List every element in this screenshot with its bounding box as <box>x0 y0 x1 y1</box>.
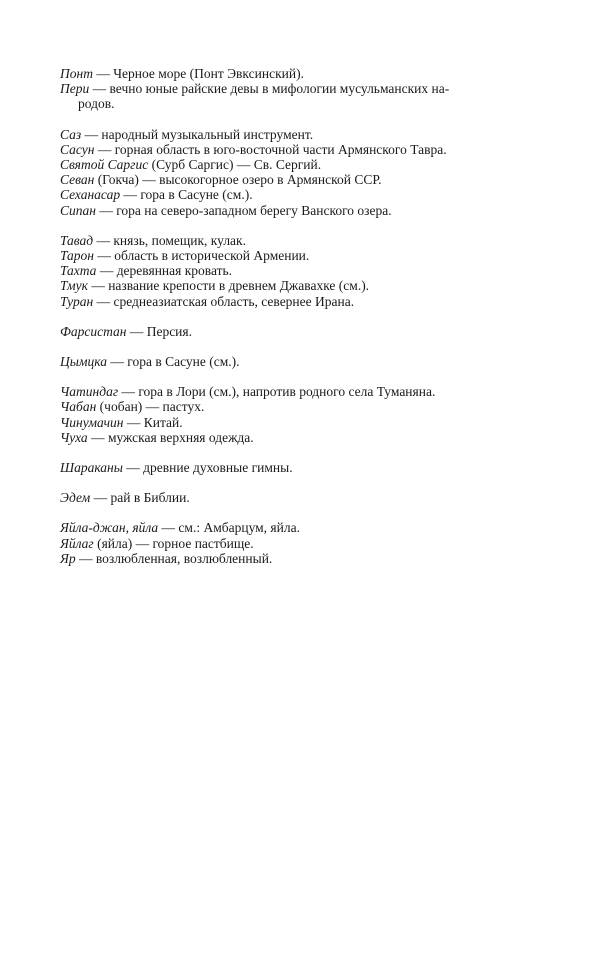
entry-term: Чатиндаг <box>60 384 119 400</box>
glossary-entry <box>60 490 555 505</box>
glossary-entry <box>60 324 555 339</box>
entry-term: Чинумачин <box>60 414 124 430</box>
entry-definition: — народный музыкальный инструмент. <box>81 126 314 142</box>
entry-definition: — горная область в юго-восточной части Армянского Тавра. <box>94 141 447 157</box>
entry-term: Понт <box>60 66 93 81</box>
glossary-entry <box>60 384 555 399</box>
entry-definition: — Китай. <box>123 414 183 430</box>
entry-definition: — гора в Сасуне (см.). <box>107 354 240 370</box>
glossary-group-ch <box>60 384 555 445</box>
glossary-entry <box>60 248 555 263</box>
glossary-entry <box>60 354 555 369</box>
entry-term: Святой Саргис <box>60 157 149 173</box>
glossary-group-sh <box>60 460 555 475</box>
entry-term: Севан <box>60 172 95 188</box>
entry-definition: (Гокча) — высокогорное озеро в Армянской ССР. <box>94 172 382 188</box>
glossary-group-e <box>60 490 555 505</box>
entry-definition: — князь, помещик, кулак. <box>93 232 246 248</box>
glossary-entry <box>60 263 555 278</box>
glossary-entry <box>60 536 555 551</box>
entry-term: Тмук <box>60 278 88 294</box>
entry-definition: — среднеазиатская область, севернее Ирана. <box>93 293 355 309</box>
entry-definition: — гора в Лори (см.), напротив родного села Туманяна. <box>118 384 436 400</box>
entry-definition: — вечно юные райские девы в мифологии мусульманских на- <box>89 81 450 97</box>
glossary-group-f <box>60 324 555 339</box>
entry-definition: — см.: Амбарцум, яйла. <box>158 520 300 536</box>
entry-term: Саз <box>60 126 82 142</box>
glossary-entry <box>60 233 555 248</box>
glossary-entry <box>60 399 555 414</box>
glossary-entry <box>60 460 555 475</box>
entry-definition: (яйла) — горное пастбище. <box>93 535 254 551</box>
entry-definition: — гора в Сасуне (см.). <box>120 187 253 203</box>
entry-term: Яйла-джан, яйла <box>60 520 159 536</box>
entry-definition: — рай в Библии. <box>90 490 190 506</box>
glossary-entry <box>60 551 555 566</box>
entry-definition: — мужская верхняя одежда. <box>87 429 254 445</box>
entry-definition-continuation: родов. <box>78 96 115 112</box>
entry-definition: — Черное море (Понт Эвксинский). <box>92 66 304 81</box>
glossary-group-ya <box>60 520 555 566</box>
entry-term: Чабан <box>60 399 97 415</box>
entry-term: Чуха <box>60 429 88 445</box>
glossary-group-s <box>60 127 555 218</box>
entry-definition: — древние духовные гимны. <box>122 460 293 476</box>
entry-definition: (чобан) — пастух. <box>96 399 205 415</box>
entry-term: Яйлаг <box>60 535 94 551</box>
entry-term: Цымцка <box>60 354 107 370</box>
entry-definition: — Персия. <box>126 323 192 339</box>
glossary-entry <box>60 520 555 535</box>
glossary-entry <box>60 127 555 142</box>
glossary-entry <box>60 278 555 293</box>
glossary-group-t <box>60 233 555 309</box>
entry-definition: — название крепости в древнем Джавахке (см.). <box>87 278 370 294</box>
entry-term: Сеханасар <box>60 187 121 203</box>
entry-definition: (Сурб Саргис) — Св. Сергий. <box>148 157 322 173</box>
entry-term: Яр <box>60 550 76 566</box>
entry-term: Пери <box>60 81 90 97</box>
entry-definition: — гора на северо-западном берегу Ванского озера. <box>95 202 392 218</box>
glossary-entry <box>60 187 555 202</box>
glossary-page <box>60 66 555 581</box>
glossary-entry <box>60 142 555 157</box>
entry-term: Тахта <box>60 263 97 279</box>
entry-term: Фарсистан <box>60 323 127 339</box>
entry-term: Тавад <box>60 232 94 248</box>
entry-term: Сасун <box>60 141 95 157</box>
glossary-group-ts <box>60 354 555 369</box>
glossary-entry <box>60 430 555 445</box>
glossary-entry <box>60 294 555 309</box>
entry-term: Шараканы <box>60 460 123 476</box>
entry-term: Туран <box>60 293 94 309</box>
entry-term: Сипан <box>60 202 96 218</box>
glossary-entry <box>60 415 555 430</box>
entry-term: Тарон <box>60 248 94 264</box>
glossary-entry <box>60 66 555 81</box>
glossary-entry <box>60 157 555 172</box>
glossary-entry <box>60 81 555 111</box>
glossary-entry <box>60 172 555 187</box>
entry-definition: — деревянная кровать. <box>96 263 233 279</box>
glossary-group-p <box>60 66 555 112</box>
entry-term: Эдем <box>60 490 91 506</box>
entry-definition: — возлюбленная, возлюбленный. <box>75 550 273 566</box>
entry-definition: — область в исторической Армении. <box>93 248 310 264</box>
glossary-entry <box>60 203 555 218</box>
